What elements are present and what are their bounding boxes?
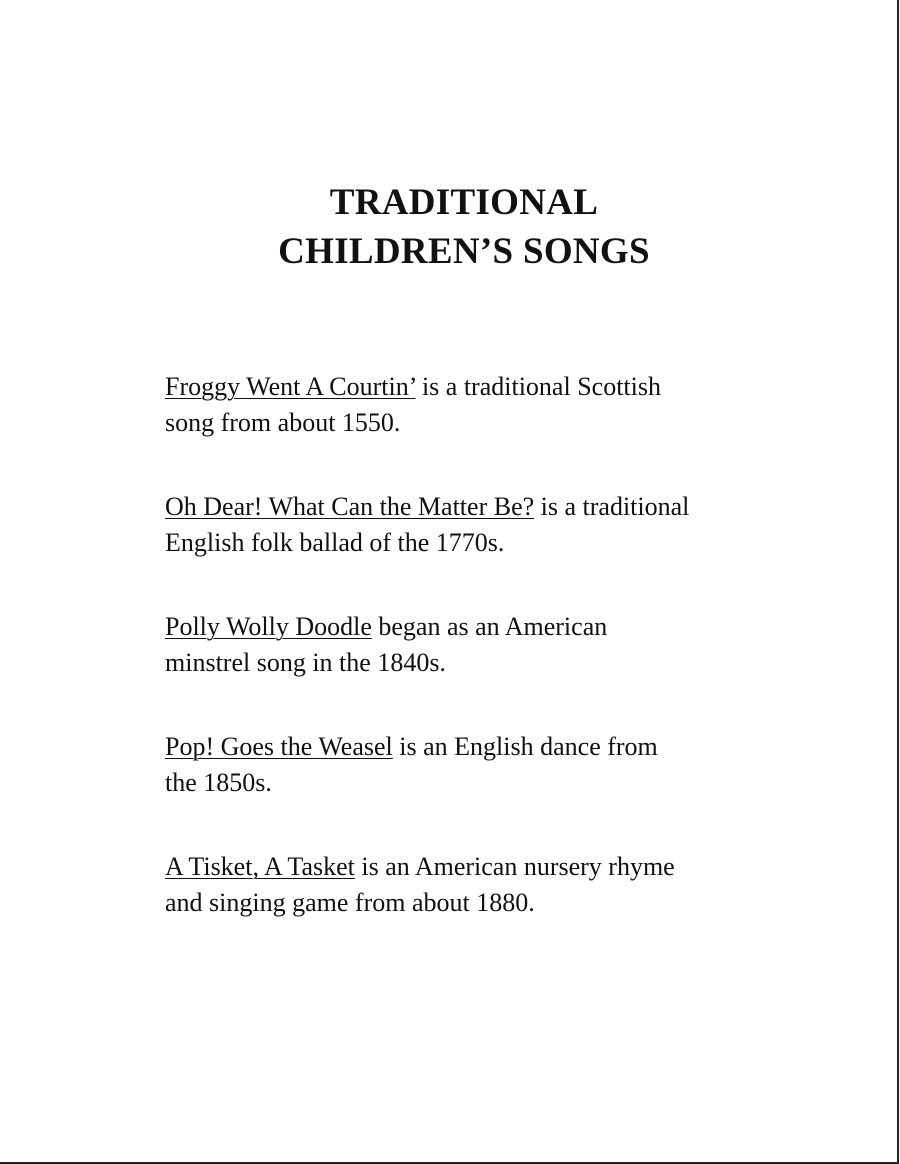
title-line-1: TRADITIONAL (329, 182, 599, 223)
song-title: Polly Wolly Doodle (165, 612, 372, 641)
song-entry (165, 729, 805, 801)
title-line-2: CHILDREN’S SONGS (278, 231, 650, 272)
song-description: began as an American (371, 612, 608, 641)
song-entry (165, 489, 805, 561)
song-description-continued: minstrel song in the 1840s. (165, 648, 446, 677)
song-entry (165, 369, 805, 441)
song-entry (165, 849, 805, 921)
song-entry (165, 609, 805, 681)
song-description-continued: English folk ballad of the 1770s. (165, 528, 505, 557)
song-description: is an English dance from (392, 732, 658, 761)
song-title: Froggy Went A Courtin’ (165, 372, 416, 401)
song-list (165, 369, 805, 969)
song-description-continued: song from about 1550. (165, 408, 401, 437)
song-title: Oh Dear! What Can the Matter Be? (165, 492, 535, 521)
song-description: is a traditional (534, 492, 690, 521)
song-title: Pop! Goes the Weasel (165, 732, 393, 761)
song-description: is a traditional Scottish (415, 372, 661, 401)
song-description: is an American nursery rhyme (354, 852, 675, 881)
song-title: A Tisket, A Tasket (165, 852, 355, 881)
song-description-continued: the 1850s. (165, 768, 272, 797)
page-title (0, 178, 900, 276)
song-description-continued: and singing game from about 1880. (165, 888, 535, 917)
